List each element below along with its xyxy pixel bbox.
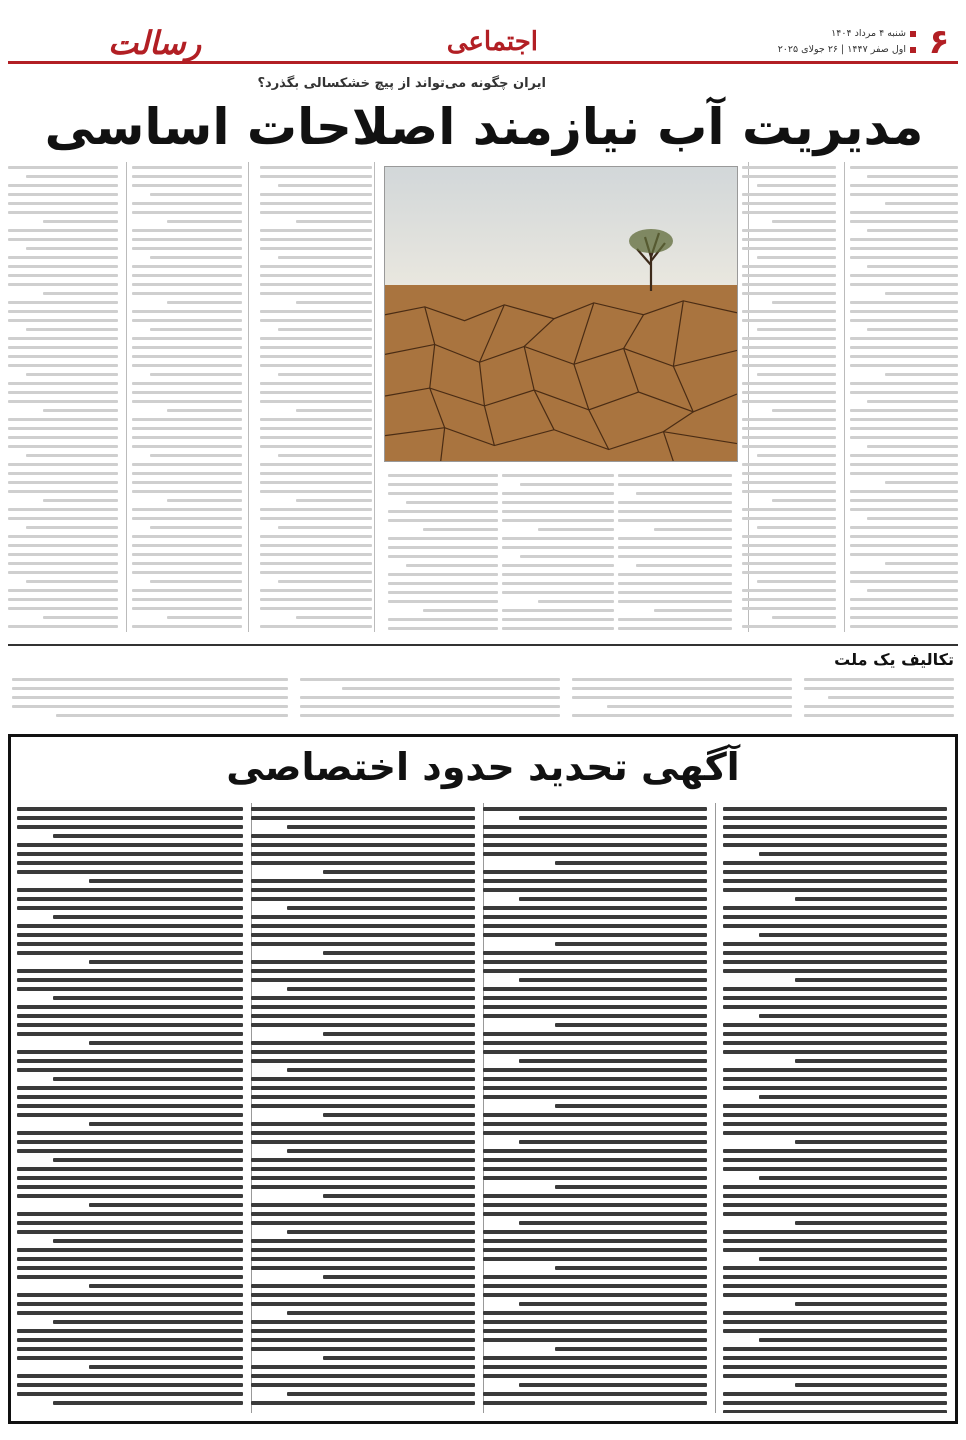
notice-column-1 [723,803,947,1413]
date-line-2: اول صفر ۱۴۴۷ | ۲۶ جولای ۲۰۲۵ [766,42,916,58]
band-column-2 [572,674,792,724]
band-column-3 [300,674,560,724]
article-body [8,162,958,632]
column-text [618,470,732,630]
notice-columns [19,803,947,1413]
article-column-7 [132,162,242,632]
column-text [132,162,242,632]
column-text [502,470,614,630]
column-text [8,162,118,632]
column-text [260,162,372,632]
legal-notice-box [8,734,958,1424]
masthead [8,22,958,64]
article-column-5 [388,470,498,632]
column-text [388,470,498,630]
article-column-4 [502,470,614,632]
newspaper-logo: رسالت [108,24,202,62]
date-block [766,26,916,58]
article-column-2 [742,162,836,632]
page-number: ۶ [928,22,950,62]
editorial-band [8,644,958,726]
main-headline: مدیریت آب نیازمند اصلاحات اساسی [44,98,924,156]
article-column-1 [850,162,958,632]
article-column-3 [618,470,732,632]
dry-tree-icon [621,219,681,291]
column-text [850,162,958,632]
cracked-earth-illustration [385,285,737,461]
drought-photo [384,166,738,462]
notice-column-2 [483,803,707,1413]
article-column-8 [8,162,118,632]
band-column-1 [804,674,954,724]
notice-column-3 [251,803,475,1413]
bullet-icon [910,47,916,53]
bullet-icon [910,31,916,37]
notice-title: آگهی تحدید حدود اختصاصی [226,745,740,789]
date-line-1: شنبه ۴ مرداد ۱۴۰۴ [766,26,916,42]
kicker: ایران چگونه می‌تواند از پیچ خشکسالی بگذرد؟ [257,76,546,91]
section-name: اجتماعی [446,27,538,57]
notice-column-4 [17,803,243,1413]
band-column-4 [12,674,288,724]
column-text [742,162,836,632]
article-column-6 [260,162,372,632]
band-title: تکالیف یک ملت [834,650,954,669]
